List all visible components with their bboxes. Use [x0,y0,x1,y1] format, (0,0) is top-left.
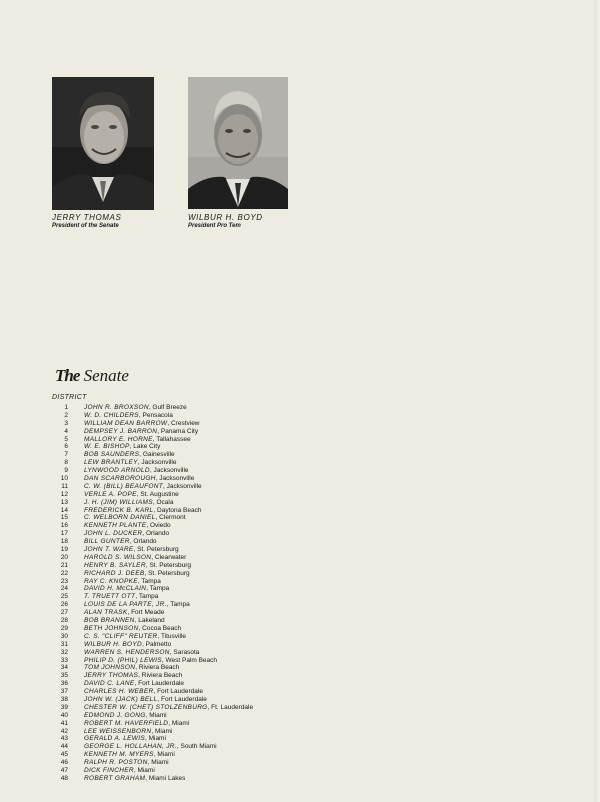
senator-hometown: , Crestview [167,419,200,427]
senator-row [52,578,253,586]
senator-row [52,491,253,499]
senator-row [52,522,253,530]
district-number: 34 [60,664,68,672]
senator-row [52,483,253,491]
senator-name: C. S. "CLIFF" REUTER [84,632,158,640]
district-number: 27 [60,609,68,617]
senator-name: WILLIAM DEAN BARROW [84,419,168,427]
district-number: 11 [61,482,68,490]
senator-hometown: , Jacksonville [155,475,195,483]
district-number: 23 [60,577,68,585]
senator-row [52,680,253,688]
senator-name: ROBERT GRAHAM [84,774,146,782]
section-title-prefix: The [55,366,80,385]
district-number: 9 [64,467,68,475]
senator-hometown: , Panama City [157,427,199,435]
officer-name: JERRY THOMAS [52,213,122,222]
senator-row [52,649,253,657]
district-number: 5 [64,435,68,443]
senator-hometown: , Jacksonville [149,467,189,475]
district-number: 47 [60,766,68,774]
district-number: 32 [60,648,68,656]
senator-row [52,759,253,767]
senator-name: JOHN L. DUCKER [84,530,143,538]
senator-row [52,475,253,483]
district-number: 10 [60,475,68,483]
officer-title: President Pro Tem [188,223,241,229]
senator-hometown: , Tallahassee [152,435,191,443]
senator-name: JOHN W. (JACK) BELL [84,695,158,703]
senator-hometown: , Ocala [152,498,174,506]
senator-name: J. H. (JIM) WILLIAMS [84,498,153,506]
senator-row [52,775,253,783]
senator-hometown: , Jacksonville [163,482,202,490]
district-number: 29 [60,624,68,632]
senator-hometown: , Titusville [157,632,186,640]
senator-hometown: , Fort Lauderdale [134,680,185,688]
district-column-header: DISTRICT [52,394,87,401]
senator-hometown: , Miami [145,711,167,719]
senator-hometown: , Oviedo [146,522,171,530]
district-number: 1 [64,404,68,411]
officer-title: President of the Senate [52,223,119,229]
senator-name: MALLORY E. HORNE [84,435,153,443]
senator-hometown: , Fort Meade [127,609,165,617]
district-number: 43 [60,735,68,743]
caption-jerry-thomas [52,213,121,231]
senator-row [52,459,253,467]
section-title [55,366,129,386]
senator-row [52,412,253,420]
district-number: 44 [60,743,68,751]
district-number: 21 [60,561,68,569]
senator-row [52,514,253,522]
senator-hometown: , Riviera Beach [138,672,183,680]
senator-name: EDMOND J. GONG [84,711,146,719]
senator-row [52,443,253,451]
senator-hometown: , West Palm Beach [161,656,218,664]
senator-hometown: , Riviera Beach [135,664,180,672]
senator-name: JOHN R. BROXSON [84,404,149,411]
senator-hometown: , Daytona Beach [153,506,202,514]
senator-row [52,672,253,680]
senator-name: GEORGE L. HOLLAHAN, JR. [84,743,177,751]
senator-name: DEMPSEY J. BARRON [84,427,158,435]
senator-name: GERALD A. LEWIS [84,735,145,743]
senator-name: CHESTER W. (CHET) STOLZENBURG [84,703,208,711]
senator-hometown: , Fort Lauderdale [157,695,207,703]
senator-hometown: , Clearwater [151,553,187,561]
senator-name: FREDERICK B. KARL [84,506,154,514]
senator-hometown: , Tampa [146,585,170,593]
district-number: 42 [60,727,68,735]
senator-hometown: , Miami [151,727,173,735]
district-number: 46 [60,759,68,767]
district-number: 4 [64,427,68,435]
senator-row [52,704,253,712]
senator-name: LEE WEISSENBORN [84,727,152,735]
district-number: 25 [60,593,68,601]
district-number: 13 [60,498,68,506]
senator-row [52,546,253,554]
senator-name: JERRY THOMAS [84,672,139,680]
senator-name: LOUIS DE LA PARTE, JR. [84,601,167,609]
senator-name: CHARLES H. WEBER [84,688,154,696]
senator-row [52,585,253,593]
senator-hometown: , Orlando [142,530,170,538]
senator-row [52,696,253,704]
senator-hometown: , Cocoa Beach [138,624,182,632]
senator-hometown: , Pensacola [138,411,173,419]
senator-name: KENNETH M. MYERS [84,751,154,759]
senator-row [52,530,253,538]
senator-row [52,562,253,570]
senator-hometown: , South Miami [176,743,217,751]
senator-hometown: , Jacksonville [137,459,177,467]
senator-hometown: , Lake City [129,443,161,451]
senator-name: PHILIP D. (PHIL) LEWIS [84,656,162,664]
senator-hometown: , Miami [153,751,175,759]
senator-name: WILBUR H. BOYD [84,640,143,648]
district-number: 36 [60,680,68,688]
senator-hometown: , Ft. Lauderdale [207,703,254,711]
senator-row [52,641,253,649]
senator-hometown: , Gainesville [139,451,175,459]
senator-row [52,712,253,720]
senator-name: DICK FINCHER [84,766,134,774]
district-number: 48 [60,774,68,782]
senator-row [52,743,253,751]
senator-row [52,720,253,728]
senator-hometown: , Clermont [155,514,186,522]
senator-name: LYNWOOD ARNOLD [84,467,150,475]
senator-name: TOM JOHNSON [84,664,136,672]
senator-row [52,436,253,444]
senator-hometown: , Tampa [135,593,159,601]
senator-row [52,499,253,507]
senator-row [52,467,253,475]
senator-row [52,451,253,459]
senator-hometown: , Fort Lauderdale [153,688,203,696]
caption-wilbur-boyd [188,213,263,231]
senator-name: WARREN S. HENDERSON [84,648,170,656]
senator-name: HENRY B. SAYLER [84,561,146,569]
senator-row [52,664,253,672]
senator-name: JOHN T. WARE [84,546,134,554]
senator-row [52,554,253,562]
section-title-word: Senate [83,366,129,385]
senator-hometown: , St. Petersburg [145,561,191,569]
senator-hometown: , Tampa [137,577,161,585]
senator-name: BOB SAUNDERS [84,451,140,459]
senator-row [52,633,253,641]
district-number: 20 [60,553,68,561]
senator-hometown: , Miami [168,719,190,727]
senator-hometown: , Lakeland [134,617,165,625]
senator-name: ROBERT M. HAVERFIELD [84,719,169,727]
district-number: 19 [60,546,68,554]
senator-row [52,593,253,601]
senator-hometown: , Miami [133,766,155,774]
senator-name: RALPH R. POSTON [84,759,148,767]
senator-row [52,751,253,759]
senator-row [52,404,253,412]
senator-row [52,420,253,428]
district-number: 41 [60,719,68,727]
senator-row [52,617,253,625]
page-edge [594,0,600,802]
senator-name: W. E. BISHOP [84,443,130,451]
district-number: 8 [64,459,68,467]
senator-row [52,625,253,633]
senator-name: VERLE A. POPE [84,490,137,498]
district-number: 30 [60,632,68,640]
senator-hometown: , St. Petersburg [133,546,179,554]
senator-hometown: , Miami [144,735,166,743]
senator-row [52,507,253,515]
district-number: 3 [64,419,68,427]
district-number: 40 [60,711,68,719]
portrait-wilbur-boyd [188,77,288,209]
district-number: 31 [60,640,68,648]
district-number: 2 [64,411,68,419]
senator-name: RAY C. KNOPKE [84,577,138,585]
district-number: 33 [60,656,68,664]
senator-hometown: , Sarasota [169,648,200,656]
senator-hometown: , Miami Lakes [145,774,186,782]
senator-row [52,728,253,736]
senator-row [52,428,253,436]
senator-name: RICHARD J. DEEB [84,569,145,577]
senator-name: BILL GUNTER [84,538,130,546]
district-number: 6 [64,443,68,451]
district-number: 18 [60,538,68,546]
senator-name: T. TRUETT OTT [84,593,136,601]
district-number: 16 [60,522,68,530]
district-number: 14 [60,506,68,514]
senator-name: BOB BRANNEN [84,617,135,625]
senator-row [52,538,253,546]
senator-row [52,767,253,775]
district-number: 28 [60,617,68,625]
senator-hometown: , Miami [147,759,169,767]
senator-hometown: , Palmetto [142,640,172,648]
district-number: 7 [64,451,68,459]
district-number: 38 [60,695,68,703]
district-number: 39 [60,703,68,711]
portrait-jerry-thomas [52,77,154,210]
senator-row [52,609,253,617]
senator-name: KENNETH PLANTE [84,522,147,530]
senator-name: BETH JOHNSON [84,624,139,632]
senator-row [52,688,253,696]
senator-hometown: , St. Petersburg [144,569,190,577]
senator-name: C. WELBORN DANIEL [84,514,156,522]
district-number: 12 [60,490,68,498]
officer-name: WILBUR H. BOYD [188,213,263,222]
district-number: 45 [60,751,68,759]
district-number: 17 [60,530,68,538]
senator-hometown: , Gulf Breeze [148,404,187,411]
district-number: 22 [60,569,68,577]
senator-name: DAVID H. McCLAIN [84,585,147,593]
district-number: 15 [60,514,68,522]
district-number: 24 [60,585,68,593]
senator-name: LEW BRANTLEY [84,459,138,467]
senator-name: DAVID C. LANE [84,680,135,688]
district-number: 26 [60,601,68,609]
district-number: 37 [60,688,68,696]
senator-row [52,570,253,578]
senator-row [52,735,253,743]
senator-hometown: , Tampa [166,601,190,609]
senator-name: DAN SCARBOROUGH [84,475,156,483]
senator-name: W. D. CHILDERS [84,411,139,419]
senator-name: HAROLD S. WILSON [84,553,152,561]
senator-row [52,601,253,609]
senator-roster [52,404,253,783]
senator-hometown: , St. Augustine [136,490,179,498]
senator-row [52,657,253,665]
senator-hometown: , Orlando [129,538,157,546]
senator-name: C. W. (BILL) BEAUFONT [84,482,164,490]
senator-name: ALAN TRASK [84,609,128,617]
district-number: 35 [60,672,68,680]
